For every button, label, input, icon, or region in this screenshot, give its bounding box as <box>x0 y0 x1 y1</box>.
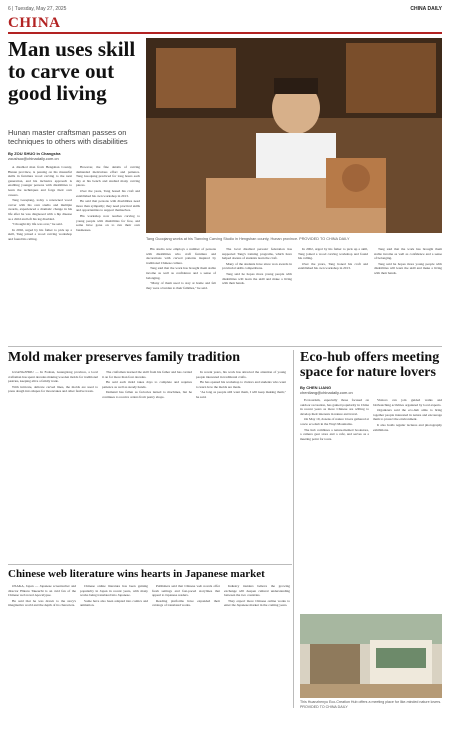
paragraph: Tang said that the work has brought them stable income as well as confidence and a sense of belonging. <box>146 266 216 280</box>
paragraph: Demand has fallen as factories turned to machines, but he continues to receive orders from pastry shops. <box>102 390 192 399</box>
paragraph: GUANGZHOU — In Foshan, Guangdong province, a local craftsman has spent decades making wooden molds for traditional pastries, keeping alive a family trade. <box>8 370 98 384</box>
paragraph: He has opened his workshop to visitors and students who want to learn how the molds are made. <box>196 380 286 389</box>
paragraph: Industry insiders believe the growing exchange will deepen cultural understanding between the two countries. <box>224 584 290 598</box>
divider <box>8 564 292 565</box>
story1-col1 <box>8 165 72 343</box>
story1-byline-name: By ZOU SHUO in Changsha <box>8 151 61 156</box>
paragraph: "Many of them used to stay at home and felt they were a burden to their families," he said. <box>146 281 216 290</box>
paragraph: With intricate, delicate carved lines, the molds are used to press dough into shapes for mooncakes and other festive treats. <box>8 384 98 394</box>
divider <box>8 346 442 347</box>
paragraph: Ecotourism, especially those focused on outdoor recreation, has gained popularity in China in recent years as more Chinese are willing to develop their interests in nature and travel. <box>300 398 369 416</box>
paragraph: He said that persons with disabilities need more than sympathy; they need practical skills and opportunities to support themselves. <box>76 199 140 213</box>
page-header <box>8 4 442 14</box>
story4-col3 <box>152 584 220 742</box>
paragraph: Visitors can join guided walks and birdwatching activities organized by local experts. <box>373 398 442 407</box>
paragraph: In 2002, urged by his father to pick up a skill, Tang joined a wood carving workshop and found his calling. <box>8 227 72 241</box>
story4-col2 <box>80 584 148 742</box>
paragraph: On May 19, dozens of nature lovers gathered at a new eco-hub in the Wuyi Mountains. <box>300 417 369 426</box>
story1-col3 <box>146 247 216 343</box>
story1-headline: Man uses skill to carve out good living <box>8 37 136 105</box>
story1-byline <box>8 151 140 161</box>
paragraph: He said that he was drawn to the story's imaginative world and the depth of its characters. <box>8 598 76 608</box>
story3-byline-email: chenliang@chinadaily.com.cn <box>300 390 353 395</box>
page-info: 6 | Tuesday, May 27, 2025 <box>8 6 67 12</box>
paragraph: "As long as people still want them, I will keep making them," he said. <box>196 390 286 399</box>
paper-name: CHINA DAILY <box>410 6 442 12</box>
story3-byline <box>300 385 442 395</box>
paragraph: The craftsman learned the skill from his father and has carried it on for more than four decades. <box>102 370 192 379</box>
story1-col5 <box>298 247 368 343</box>
paragraph: Over the years, Tang honed his craft and established his own workshop in 2013. <box>298 261 368 271</box>
paragraph: Tang said that the work has brought them stable income as well as confidence and a sense of belonging. <box>374 247 442 261</box>
paragraph: Chinese online literature has been gaining popularity in Japan in recent years, with many works being translated into Japanese. <box>80 584 148 598</box>
paragraph: Some have also been adapted into comics and animation. <box>80 598 148 608</box>
story4-col4 <box>224 584 290 742</box>
story2-headline: Mold maker preserves family tradition <box>8 350 241 365</box>
paragraph: Reading platforms have expanded their catalogs of translated works. <box>152 598 220 608</box>
story2-col1 <box>8 370 98 560</box>
paragraph: Tang said he hopes more young people with disabilities will learn the skill and make a living with their hands. <box>374 261 442 275</box>
story4-col1 <box>8 584 76 742</box>
story1-col4 <box>222 247 292 343</box>
paragraph: In 2002, urged by his father to pick up a skill, Tang joined a wood carving workshop and found his calling. <box>298 247 368 261</box>
eco-hub-photo <box>300 614 442 698</box>
story2-col3 <box>196 370 286 560</box>
section-divider <box>8 32 442 34</box>
story3-byline-name: By CHEN LIANG <box>300 385 332 390</box>
story3-col1 <box>300 398 369 610</box>
story1-byline-email: zoushuo@chinadaily.com.cn <box>8 156 59 161</box>
paragraph: Publishers said that Chinese web novels offer fresh settings and fast-paced storylines that appeal to Japanese readers. <box>152 584 220 598</box>
paragraph: He said each mold takes days to complete and requires patience as well as steady hands. <box>102 380 192 389</box>
paragraph: His workshop now teaches carving to young people with disabilities for free, and some have gone on to run their own businesses. <box>76 213 140 232</box>
column-divider <box>293 350 294 708</box>
paragraph: The local disabled persons' federation has supported Tang's training programs, which have helped dozens of students learn the craft. <box>222 247 292 261</box>
story1-caption: Tang Guoqiang works at his Tianxing Carving Studio in Hengshan county, Hunan province. PROVIDED TO CHINA DAILY <box>146 237 350 241</box>
story3-headline: Eco-hub offers meeting space for nature lovers <box>300 350 440 380</box>
story1-deck: Hunan master craftsman passes on techniques to others with disabilities <box>8 128 128 146</box>
paragraph: Tang Guoqiang, today a renowned wood carver with his own studio and multiple awards, experienced a dramatic change in his life after he was diagnosed with a hip disease as a child and left his leg disabled. <box>8 198 72 221</box>
paragraph: They expect more Chinese online works to enter the Japanese market in the coming years. <box>224 598 290 608</box>
story3-photo <box>300 614 442 698</box>
story3-caption: This Huanzhenyu Eco-Creation Hub offers a meeting place for like-minded nature lovers. PROVIDED TO CHINA DAILY <box>300 700 442 709</box>
section-title: CHINA <box>8 15 61 31</box>
paragraph: His studio now employs a number of persons with disabilities who craft furniture and decorations with carved patterns inspired by traditional Chinese culture. <box>146 247 216 265</box>
paragraph: The hub combines a nature-themed bookstore, a camera gear store and a café, and serves as a meeting point for tours. <box>300 427 369 441</box>
paragraph: In recent years, his work has attracted the attention of young people interested in traditional crafts. <box>196 370 286 379</box>
paragraph: Over the years, Tang honed his craft and established his own workshop in 2013. <box>76 188 140 198</box>
paragraph: However, the fine details of carving demanded meticulous effort and patience. Tang Guoqiang practiced for long hours each day at his bench and studied many carving pieces. <box>76 165 140 188</box>
story2-col2 <box>102 370 192 560</box>
paragraph: "I thought my life was over," he said. <box>12 222 63 227</box>
story1-col2 <box>76 165 140 343</box>
story4-headline: Chinese web literature wins hearts in Japanese market <box>8 568 265 580</box>
paragraph: OSAKA, Japan — Japanese screenwriter and director Hikaru Takeuchi is an avid fan of the Chinese web novel Apocalypse. <box>8 584 76 598</box>
story3-col2 <box>373 398 442 610</box>
paragraph: Many of the students have since won awards in provincial skills competitions. <box>222 261 292 271</box>
craftsman-carving-photo <box>146 38 442 233</box>
story1-col6 <box>374 247 442 343</box>
paragraph: Organizers said the eco-hub aims to bring together people interested in nature and encourage them to protect the environment. <box>373 408 442 422</box>
paragraph: Tang said he hopes more young people with disabilities will learn the skill and make a living with their hands. <box>222 271 292 286</box>
paragraph: It also holds regular lectures and photography exhibitions. <box>373 422 442 432</box>
story1-photo <box>146 38 442 233</box>
paragraph: A disabled man from Hengshan County, Hunan province, is passing on his masterful skills in furniture wood carving to the next generation, and his inclusive approach is enabling younger persons with disabilities to learn the techniques and forge their own careers. <box>8 165 72 197</box>
